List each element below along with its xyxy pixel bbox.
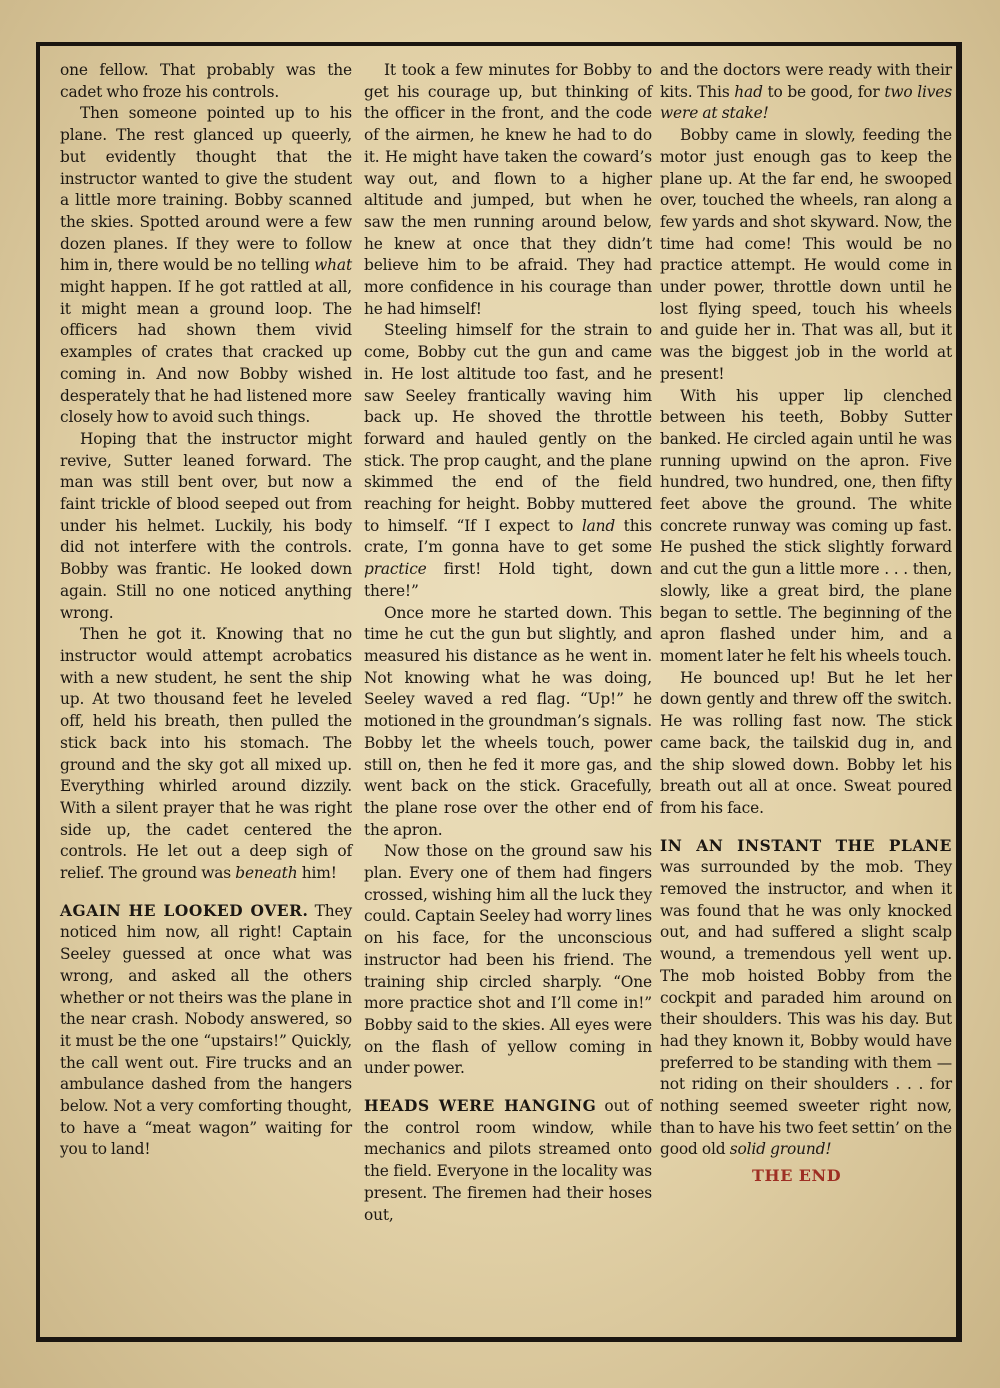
body-text: first! Hold tight, down there!” bbox=[364, 560, 652, 600]
emphasis-text: solid ground! bbox=[729, 1140, 832, 1159]
paragraph bbox=[364, 603, 652, 842]
body-text: Now those on the ground saw his plan. Every one of them had fingers crossed, wishing him all the luck they could. Captain Seeley had worry lines on his face, for the unconscious instructor had been his friend. The training ship circled sharply. “One more practice shot and I’ll come in!” Bobby said to the skies. All eyes were on the flash of yellow coming in under power. bbox=[364, 842, 652, 1078]
body-text: him! bbox=[297, 864, 337, 883]
text-column-1 bbox=[60, 60, 352, 1161]
section-lead-in: AGAIN HE LOOKED OVER. bbox=[60, 901, 309, 920]
the-end-label: THE END bbox=[752, 1166, 842, 1186]
paragraph bbox=[364, 60, 652, 320]
section-lead-in: IN AN INSTANT THE PLANE bbox=[660, 836, 952, 855]
emphasis-text: had bbox=[734, 82, 763, 101]
column-3-paragraphs bbox=[660, 60, 952, 1161]
body-text: out of the control room window, while mechanics and pilots streamed onto the field. Everyone in the locality was present. The firemen had their hoses out, bbox=[364, 1097, 652, 1224]
body-text: They noticed him now, all right! Captain Seeley guessed at once what was wrong, and asked all the others whether or not theirs was the plane in the near crash. Nobody answered, so it must be the one “upstairs!” Quickly, the call went out. Fire trucks and an ambulance dashed from the hangers below. Not a very comforting thought, to have a “meat wagon” waiting for you to land! bbox=[60, 901, 353, 1159]
paragraph bbox=[660, 386, 952, 668]
paragraph bbox=[60, 429, 352, 624]
body-text: and the doctors were ready with their kits. This bbox=[660, 61, 952, 101]
paragraph bbox=[60, 103, 352, 429]
emphasis-text: practice bbox=[364, 560, 427, 579]
body-text: It took a few minutes for Bobby to get his courage up, but thinking of the officer in the front, and the code of the airmen, he knew he had to do it. He might have taken the coward’s way out, and flown to a higher altitude and jumped, but when he saw the men running around below, he knew at once that they didn’t believe him to be afraid. They had more confidence in his courage than he had himself! bbox=[364, 61, 652, 318]
body-text: one fellow. That probably was the cadet who froze his controls. bbox=[60, 61, 352, 101]
body-text: He bounced up! But he let her down gently and threw off the switch. He was rolling fast now. The stick came back, the tailskid dug in, and the ship slowed down. Bobby let his breath out all at once. Sweat poured from his face. bbox=[660, 668, 952, 817]
emphasis-text: beneath bbox=[235, 864, 298, 883]
paragraph bbox=[364, 841, 652, 1080]
body-text: Then someone pointed up to his plane. The rest glanced up queerly, but evidently thought that the instructor wanted to give the student a little more training. Bobby scanned the skies. Spotted around were a few dozen planes. If they were to follow him in, there would be no telling bbox=[60, 104, 352, 275]
body-text: Then he got it. Knowing that no instructor would attempt acrobatics with a new student, he sent the ship up. At two thousand feet he leveled off, held his breath, then pulled the stick back into his stomach. The ground and the sky got all mixed up. Everything whirled around dizzily. With a silent prayer that he was right side up, the cadet centered the controls. He let out a deep sigh of relief. The ground was bbox=[60, 625, 352, 883]
emphasis-text: two lives were at stake! bbox=[660, 82, 952, 123]
section-lead-in: HEADS WERE HANGING bbox=[364, 1097, 597, 1116]
paragraph bbox=[660, 836, 952, 1162]
emphasis-text: land bbox=[581, 516, 616, 535]
paragraph bbox=[364, 1096, 652, 1226]
body-text: Once more he started down. This time he cut the gun but slightly, and measured his distance as he went in. Not knowing what he was doing, Seeley waved a red flag. “Up!” he motioned in the groundman’s signals. Bobby let the wheels touch, power still on, then he fed it more gas, and went back on the stick. Gracefully, the plane rose over the other end of the apron. bbox=[364, 603, 652, 839]
body-text: this crate, I’m gonna have to get some bbox=[364, 516, 653, 557]
paragraph bbox=[60, 60, 352, 103]
emphasis-text: what bbox=[314, 256, 352, 275]
text-column-3 bbox=[660, 60, 952, 1187]
body-text: to be good, for bbox=[762, 82, 885, 101]
body-text: With his upper lip clenched between his teeth, Bobby Sutter banked. He circled again until he was running upwind on the apron. Five hundred, two hundred, one, then fifty feet above the ground. The white concrete runway was coming up fast. He pushed the stick slightly forward and cut the gun a little more . . . then, slowly, like a great bird, the plane began to settle. The beginning of the apron flashed under him, and a moment later he felt his wheels touch. bbox=[660, 386, 952, 665]
paragraph bbox=[364, 320, 652, 602]
paragraph bbox=[60, 901, 352, 1161]
paragraph bbox=[660, 125, 952, 385]
body-text: Bobby came in slowly, feeding the motor just enough gas to keep the plane up. At the far end, he swooped over, touched the wheels, ran along a few yards and shot skyward. Now, the time had come! This would be no practice attempt. He would come in under power, throttle down until he lost flying speed, touch his wheels and guide her in. That was all, but it was the biggest job in the world at present! bbox=[660, 126, 952, 383]
body-text: Hoping that the instructor might revive, Sutter leaned forward. The man was still bent over, but now a faint trickle of blood seeped out from under his helmet. Luckily, his body did not interfere with the controls. Bobby was frantic. He looked down again. Still no one noticed anything wrong. bbox=[60, 429, 352, 622]
body-text: Steeling himself for the strain to come, Bobby cut the gun and came in. He lost altitude too fast, and he saw Seeley frantically waving him back up. He shoved the throttle forward and hauled gently on the stick. The prop caught, and the plane skimmed the end of the field reaching for height. Bobby muttered to himself. “If I expect to bbox=[364, 321, 652, 535]
text-column-2 bbox=[364, 60, 652, 1226]
body-text: was surrounded by the mob. They removed the instructor, and when it was found that he was only knocked out, and had suffered a slight scalp wound, a tremendous yell went up. The mob hoisted Bobby from the cockpit and paraded him around on their shoulders. This was his day. But had they known it, Bobby would have preferred to be standing with them —not riding on their shoulders . . . for nothing seemed sweeter right now, than to have his two feet settin’ on the good old bbox=[660, 858, 952, 1159]
paragraph bbox=[660, 668, 952, 820]
paragraph bbox=[60, 624, 352, 884]
body-text: might happen. If he got rattled at all, it might mean a ground loop. The officers had shown them vivid examples of crates that cracked up coming in. And now Bobby wished desperately that he had listened more closely how to avoid such things. bbox=[60, 278, 352, 427]
paragraph bbox=[660, 60, 952, 125]
